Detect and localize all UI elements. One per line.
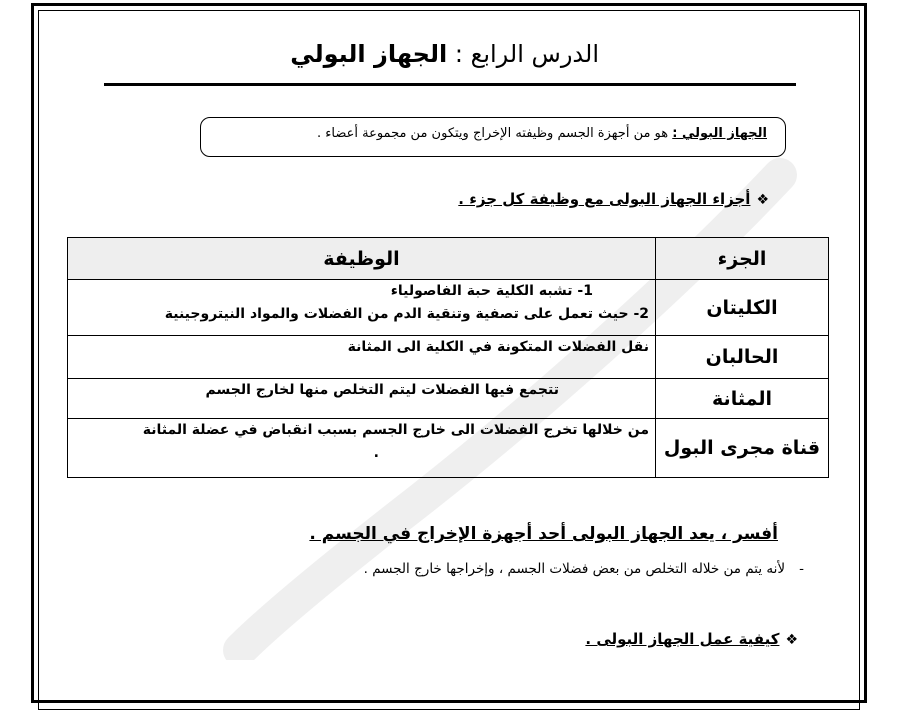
part-name: المثانة — [656, 379, 829, 419]
table-row — [68, 419, 829, 478]
part-function — [68, 379, 656, 419]
title-prefix: الدرس الرابع : — [447, 40, 599, 68]
table-row — [68, 379, 829, 419]
title-subject: الجهاز البولي — [290, 40, 448, 68]
definition-text — [317, 126, 767, 141]
diamond-bullet-icon: ❖ — [785, 632, 798, 648]
question-heading: أفسر ، يعد الجهاز البولى أحد أجهزة الإخراج في الجسم . — [309, 524, 778, 544]
answer-text: لأنه يتم من خلاله التخلص من بعض فضلات الجسم ، وإخراجها خارج الجسم . — [363, 561, 786, 577]
section-label: كيفية عمل الجهاز البولى . — [585, 630, 780, 648]
table-header-row — [68, 238, 829, 280]
answer-line — [364, 561, 804, 577]
section-label: أجزاء الجهاز البولى مع وظيفة كل جزء . — [458, 190, 751, 208]
dash-bullet: - — [799, 561, 804, 577]
part-name: الكليتان — [656, 280, 829, 336]
header-function: الوظيفة — [68, 238, 656, 280]
page-title — [290, 40, 599, 68]
parts-table — [67, 237, 829, 478]
definition-body: هو من أجهزة الجسم وظيفته الإخراج ويتكون من مجموعة أعضاء . — [317, 126, 673, 141]
function-line: . — [373, 445, 379, 461]
part-name: قناة مجرى البول — [656, 419, 829, 478]
part-function — [68, 419, 656, 478]
function-line: 1- تشبه الكلية حبة الفاصولياء — [390, 283, 593, 299]
section-heading-how — [585, 630, 798, 648]
section-heading-parts — [458, 190, 769, 208]
part-function — [68, 336, 656, 379]
part-name: الحالبان — [656, 336, 829, 379]
part-function — [68, 280, 656, 336]
definition-term: الجهاز البولي : — [672, 126, 767, 141]
diamond-bullet-icon: ❖ — [756, 192, 769, 208]
definition-box — [200, 117, 786, 157]
table-row — [68, 280, 829, 336]
table-row — [68, 336, 829, 379]
function-line: 2- حيث تعمل على تصفية وتنقية الدم من الفضلات والمواد النيتروجينية — [164, 306, 649, 322]
function-line: تتجمع فيها الفضلات ليتم التخلص منها لخارج الجسم — [205, 382, 559, 398]
function-line: نقل الفضلات المتكونة في الكلية الى المثانة — [347, 339, 649, 355]
function-line: من خلالها تخرج الفضلات الى خارج الجسم بسبب انقباض في عضلة المثانة — [142, 422, 649, 438]
header-part: الجزء — [656, 238, 829, 280]
title-underline — [104, 83, 796, 86]
